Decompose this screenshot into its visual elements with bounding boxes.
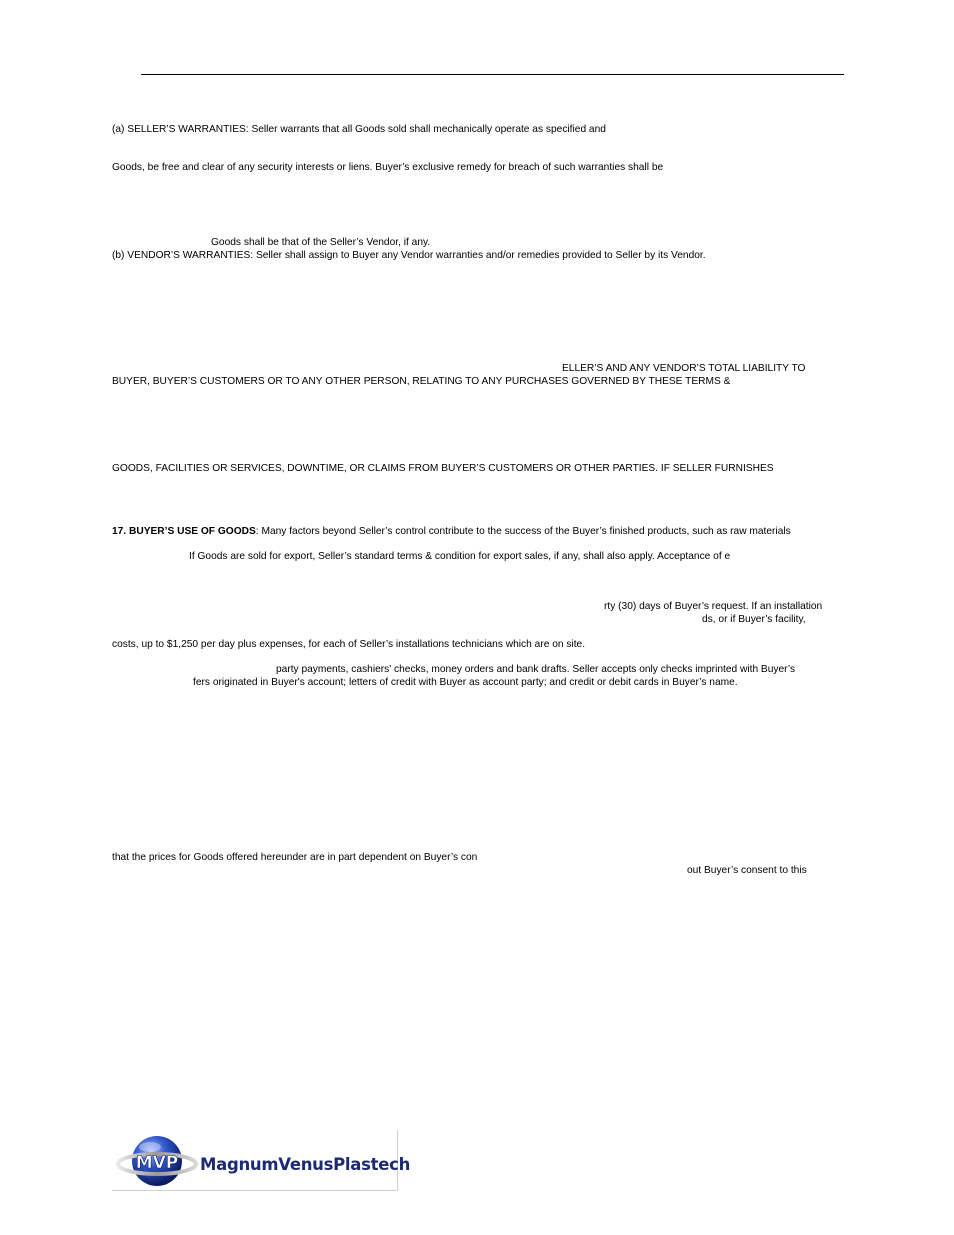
text-line: Goods, be free and clear of any security interests or liens. Buyer’s exclusive remedy for breach of such warranties shall be [112, 162, 664, 173]
text-line: costs, up to $1,250 per day plus expenses, for each of Seller’s installations technicians which are on site. [112, 639, 586, 650]
text-line: rty (30) days of Buyer’s request. If an installation [604, 601, 823, 612]
section-17-line [112, 526, 791, 538]
logo-badge-text: MVP [135, 1153, 179, 1173]
text-line: fers originated in Buyer's account; letters of credit with Buyer as account party; and credit or debit cards in Buyer’s name. [193, 677, 738, 688]
text-line: that the prices for Goods offered hereunder are in part dependent on Buyer’s con [112, 852, 478, 863]
logo-wordmark: MagnumVenusPlastech [200, 1155, 411, 1174]
globe-icon [112, 1130, 202, 1190]
section-17-text: : Many factors beyond Seller’s control contribute to the success of the Buyer’s finished products, such as raw materials [255, 526, 791, 537]
text-line: Goods shall be that of the Seller’s Vendor, if any. [211, 237, 431, 248]
section-17-heading: 17. BUYER’S USE OF GOODS [112, 526, 256, 537]
text-line: ELLER’S AND ANY VENDOR’S TOTAL LIABILITY TO [562, 363, 806, 374]
text-line: (b) VENDOR’S WARRANTIES: Seller shall assign to Buyer any Vendor warranties and/or remedies provided to Seller by its Vendor. [112, 250, 706, 261]
text-line: out Buyer’s consent to this [687, 865, 807, 876]
text-line: BUYER, BUYER’S CUSTOMERS OR TO ANY OTHER PERSON, RELATING TO ANY PURCHASES GOVERNED BY THESE TERMS & [112, 376, 731, 387]
text-line: If Goods are sold for export, Seller’s standard terms & condition for export sales, if any, shall also apply. Acceptance of e [189, 551, 731, 562]
text-line: GOODS, FACILITIES OR SERVICES, DOWNTIME, OR CLAIMS FROM BUYER’S CUSTOMERS OR OTHER PARTIES. IF SELLER FURNISHES [112, 463, 774, 474]
header-rule [141, 74, 844, 75]
company-logo [112, 1130, 411, 1191]
text-line: ds, or if Buyer’s facility, [702, 614, 806, 625]
text-line: (a) SELLER’S WARRANTIES: Seller warrants that all Goods sold shall mechanically operate as specified and [112, 124, 606, 135]
text-line: party payments, cashiers' checks, money orders and bank drafts. Seller accepts only checks imprinted with Buyer’s [276, 664, 796, 675]
